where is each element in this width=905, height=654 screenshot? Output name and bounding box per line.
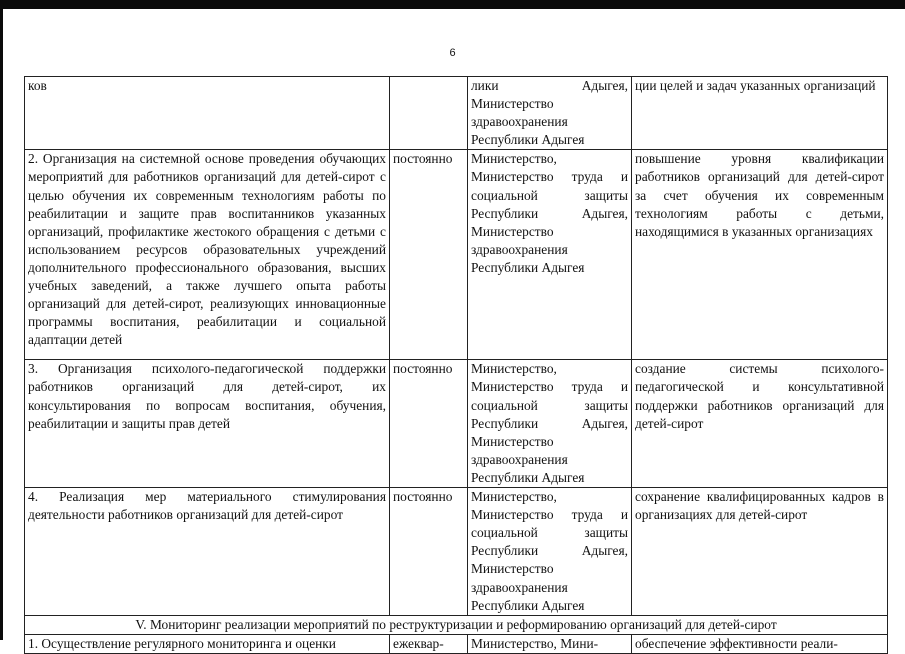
- table-row: [25, 488, 888, 616]
- period-cell: постоянно: [390, 488, 468, 616]
- measure-text-cell: 3. Организация психолого-педагогической поддержки работников организаций для детей-сирот, их консультирования по вопросам воспитания, обучения, реабилитации и защиты прав детей: [25, 360, 390, 488]
- responsible-cell: Министерство, Министерство труда и социальной защиты Республики Адыгея, Министерство здравоохранения Республики Адыгея: [468, 150, 632, 360]
- result-cell: сохранение квалифицированных кадров в организациях для детей-сирот: [632, 488, 888, 616]
- period-cell: ежеквар-: [390, 634, 468, 653]
- scan-left-border: [0, 0, 3, 640]
- result-cell: обеспечение эффективности реали-: [632, 634, 888, 653]
- measures-table: [24, 76, 888, 654]
- responsible-cell: лики Адыгея, Министерство здравоохранения Республики Адыгея: [468, 77, 632, 150]
- section-header-row: [25, 615, 888, 634]
- page-number: 6: [449, 47, 456, 59]
- table-row: [25, 150, 888, 360]
- period-cell: [390, 77, 468, 150]
- table-row: [25, 77, 888, 150]
- result-cell: ции целей и задач указанных организаций: [632, 77, 888, 150]
- scan-top-border: [0, 0, 905, 9]
- responsible-cell: Министерство, Мини-: [468, 634, 632, 653]
- period-cell: постоянно: [390, 150, 468, 360]
- table-row: [25, 634, 888, 653]
- result-cell: создание системы психолого-педагогической и консультативной поддержки работников организаций для детей-сирот: [632, 360, 888, 488]
- section-title: V. Мониторинг реализации мероприятий по реструктуризации и реформированию организаций для детей-сирот: [25, 615, 888, 634]
- period-cell: постоянно: [390, 360, 468, 488]
- responsible-cell: Министерство, Министерство труда и социальной защиты Республики Адыгея, Министерство здравоохранения Республики Адыгея: [468, 488, 632, 616]
- responsible-cell: Министерство, Министерство труда и социальной защиты Республики Адыгея, Министерство здравоохранения Республики Адыгея: [468, 360, 632, 488]
- measure-text-cell: ков: [25, 77, 390, 150]
- measure-text-cell: 2. Организация на системной основе проведения обучающих мероприятий для работников организаций для детей-сирот с целью обучения их современным технологиям работы по реабилитации и защите прав воспитанников указанных организаций, профилактике жестокого обращения с детьми с использованием ресурсов образовательных учреждений дополнительного профессионального образования, высших учебных заведений, а также лучшего опыта работы организаций для детей-сирот, реализующих инновационные программы воспитания, реабилитации и социальной адаптации детей: [25, 150, 390, 360]
- measure-text-cell: 4. Реализация мер материального стимулирования деятельности работников организаций для детей-сирот: [25, 488, 390, 616]
- measure-text-cell: 1. Осуществление регулярного мониторинга и оценки: [25, 634, 390, 653]
- table-row: [25, 360, 888, 488]
- result-cell: повышение уровня квалификации работников организаций для детей-сирот за счет обучения их современным технологиям работы с детьми, находящимися в указанных организациях: [632, 150, 888, 360]
